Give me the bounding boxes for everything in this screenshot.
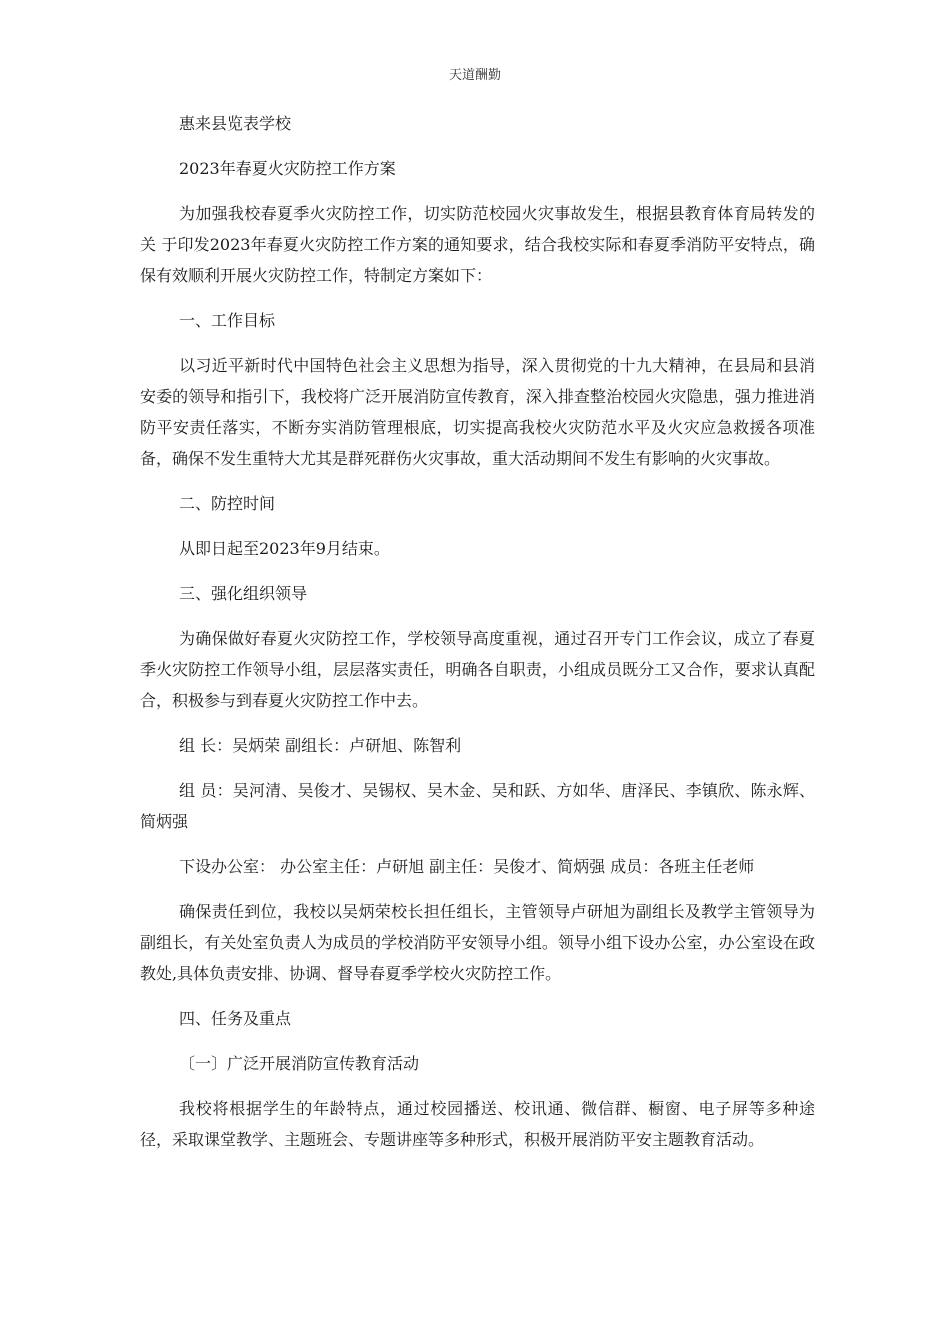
office-line: 下设办公室： 办公室主任：卢研旭 副主任：吴俊才、简炳强 成员：各班主任老师 (179, 857, 755, 876)
document-title: 2023年春夏火灾防控工作方案 (179, 159, 396, 178)
document-body (140, 108, 815, 1169)
goals-paragraph: 以习近平新时代中国特色社会主义思想为指导，深入贯彻党的十九大精神，在县局和县消安委的领导和指引下，我校将广泛开展消防宣传教育，深入排查整治校园火灾隐患，强力推进消防平安责任落实，不断夯实消防管理根底，切实提高我校火灾防范水平及火灾应急救援各项准备，确保不发生重特大尤其是群死群伤火灾事故，重大活动期间不发生有影响的火灾事故。 (140, 356, 815, 468)
section-heading-period: 二、防控时间 (179, 494, 276, 513)
responsibility-paragraph: 确保责任到位，我校以吴炳荣校长担任组长，主管领导卢研旭为副组长及教学主管领导为副组长，有关处室负责人为成员的学校消防平安领导小组。领导小组下设办公室，办公室设在政教处,具体负责安排、协调、督导春夏季学校火灾防控工作。 (140, 902, 815, 983)
education-paragraph: 我校将根据学生的年龄特点，通过校园播送、校讯通、微信群、橱窗、电子屏等多种途径，采取课堂教学、主题班会、专题讲座等多种形式，积极开展消防平安主题教育活动。 (140, 1099, 815, 1149)
intro-paragraph: 为加强我校春夏季火灾防控工作，切实防范校园火灾事故发生，根据县教育体育局转发的关 于印发2023年春夏火灾防控工作方案的通知要求，结合我校实际和春夏季消防平安特点，确保有效顺利开展火灾防控工作，特制定方案如下： (140, 204, 815, 285)
period-paragraph: 从即日起至2023年9月结束。 (179, 539, 390, 558)
group-members-line: 组 员：吴河清、吴俊才、吴锡权、吴木金、吴和跃、方如华、唐泽民、李镇欣、陈永辉、简炳强 (140, 781, 815, 831)
section-heading-tasks: 四、任务及重点 (179, 1009, 292, 1028)
school-name: 惠来县览表学校 (179, 114, 292, 133)
group-leaders-line: 组 长：吴炳荣 副组长：卢研旭、陈智利 (179, 736, 462, 755)
section-heading-goals: 一、工作目标 (179, 311, 276, 330)
page-header: 天道酬勤 (448, 68, 501, 83)
subsection-heading-education: 〔一〕广泛开展消防宣传教育活动 (179, 1054, 420, 1073)
leadership-paragraph: 为确保做好春夏火灾防控工作，学校领导高度重视，通过召开专门工作会议，成立了春夏季火灾防控工作领导小组，层层落实责任，明确各自职责，小组成员既分工又合作，要求认真配合，积极参与到春夏火灾防控工作中去。 (140, 629, 815, 710)
section-heading-leadership: 三、强化组织领导 (179, 584, 308, 603)
